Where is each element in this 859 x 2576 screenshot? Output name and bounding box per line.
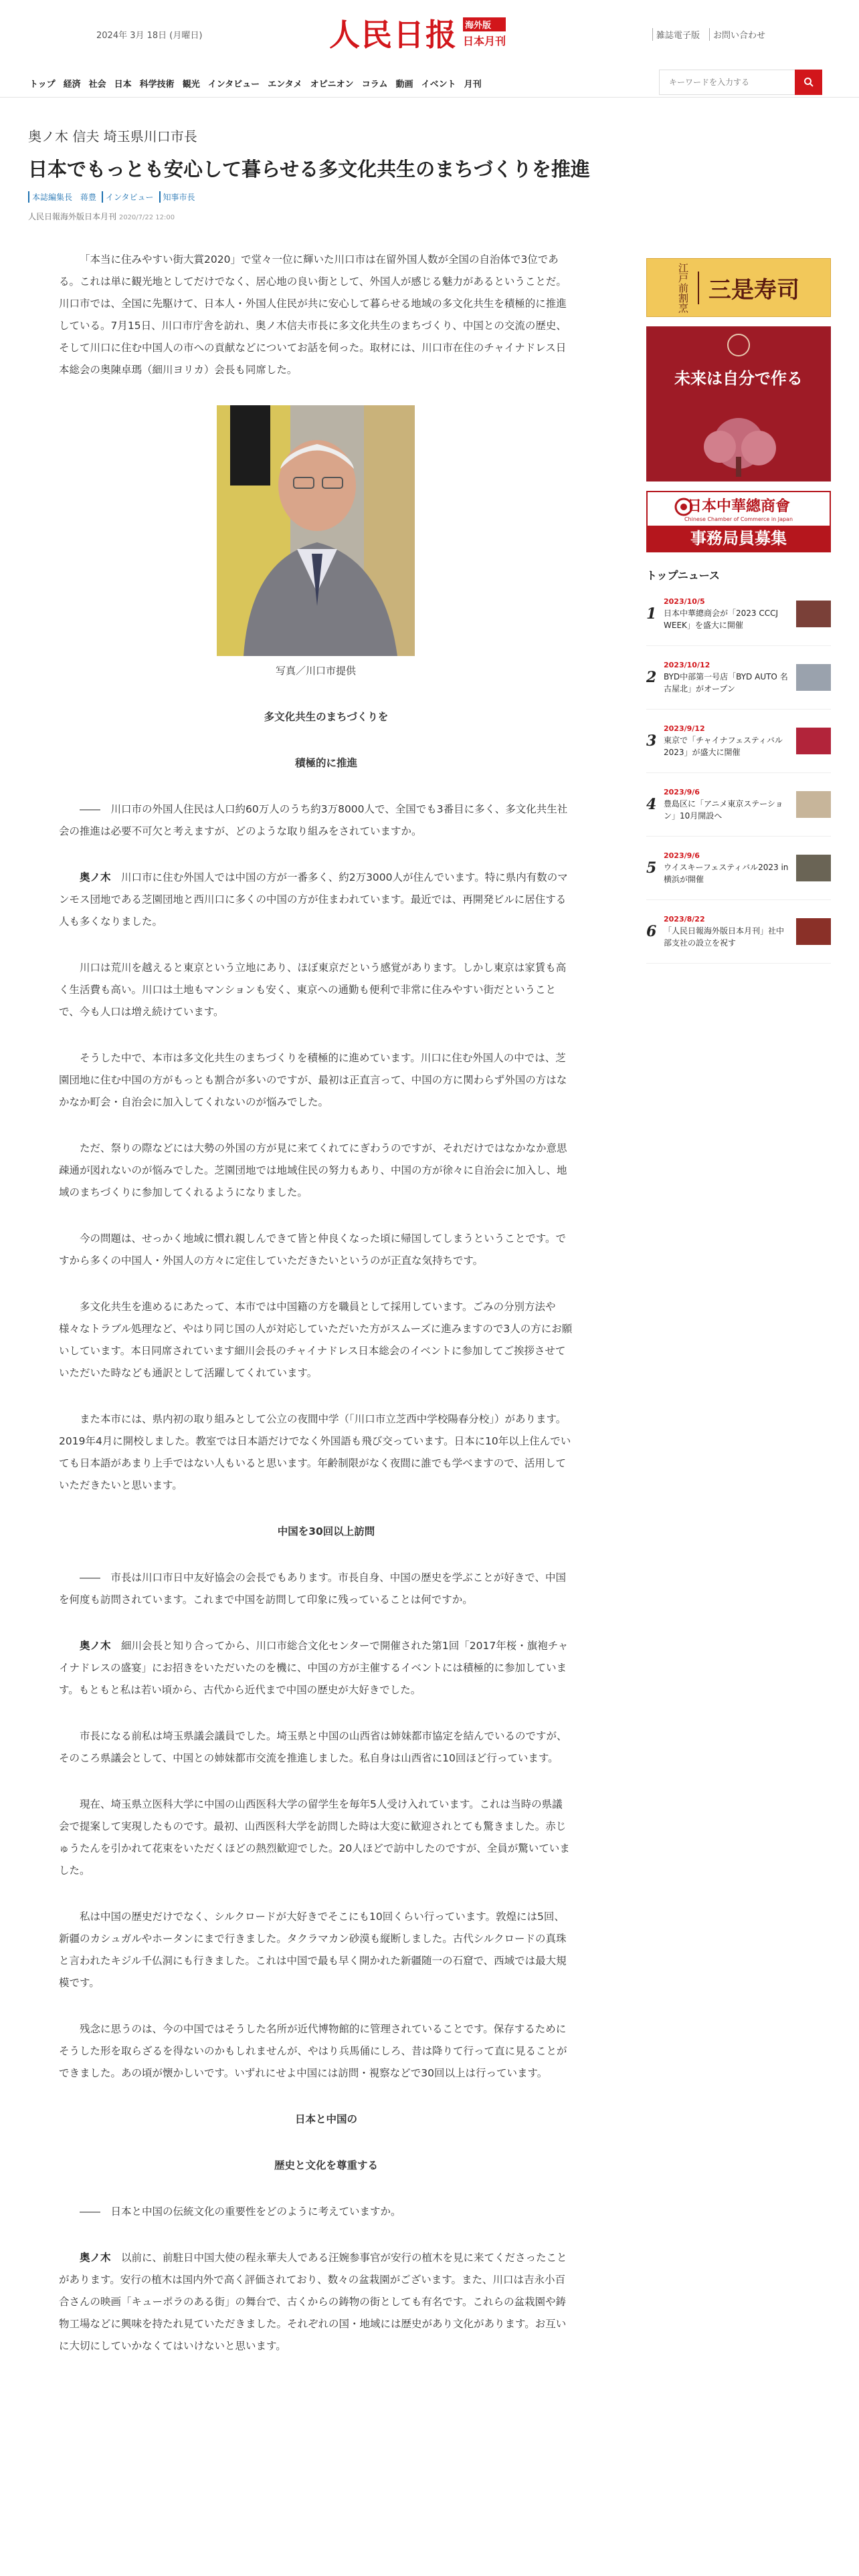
article-paragraph: 市長になる前私は埼玉県議会議員でした。埼玉県と中国の山西省は姉妹都市協定を結んでいるのですが、そのころ県議会として、中国との姉妹都市交流を推進しました。私自身は山西省に10回ほど行っています。 [59,1730,567,1764]
news-item[interactable] [646,773,831,837]
nav-item-opinion[interactable]: オピニオン [310,80,354,90]
sidebar [646,258,831,964]
article-source: 人民日報海外版日本月刊 [28,212,117,221]
article-meta [28,211,831,222]
news-item[interactable] [646,646,831,710]
nav-item-top[interactable]: トップ [29,80,56,90]
section-heading: 多文化共生のまちづくりを [264,711,389,723]
article-paragraph: 現在、埼玉県立医科大学に中国の山西医科大学の留学生を毎年5人受け入れています。これは当時の県議会で提案して実現したものです。最初、山西医科大学を訪問した時は大変に歓迎されとても驚きました。赤じゅうたんを引かれて花束をいただくほどの熱烈歓迎でした。20人ほどで訪中したのですが、全員が驚いていました。 [59,1798,570,1876]
search-icon [803,77,814,88]
article-kicker: 奥ノ木 信夫 埼玉県川口市長 [28,128,197,144]
news-title: ウイスキーフェスティバル2023 in 横浜が開催 [664,862,789,884]
article-paragraph: そうした中で、本市は多文化共生のまちづくりを積極的に進めています。川口に住む外国人の中では、芝園団地に住む中国の方がもっとも割合が多いのですが、最初は正直言って、中国の方に関わらず外国の方はなかなか町会・自治会に加入してくれないのが悩みでした。 [59,1052,567,1108]
ad-future-text: 未来は自分で作る [674,368,803,388]
site-logo[interactable] [329,11,506,55]
article-paragraph: 残念に思うのは、今の中国ではそうした名所が近代博物館的に管理されていることです。保存するためにそうした形を取らざるを得ないのかもしれませんが、やはり兵馬俑にしろ、昔は降りて行って直に見ることができました。あの頃が懐かしいです。いずれにせよ中国には訪問・視察などで30回以上は行っています。 [59,2023,567,2079]
interview-answer [59,2247,573,2357]
ad-sushi-tagline: 江戸前割烹 [677,262,689,313]
news-rank: 6 [646,923,657,940]
news-rank: 5 [646,859,657,877]
link-digital-edition[interactable]: 雑誌電子版 [652,28,700,41]
news-title: BYD中部第一号店「BYD AUTO 名古屋北」がオープン [664,671,788,693]
nav-item-video[interactable]: 動画 [395,80,413,90]
answer-text: 川口市に住む外国人では中国の方が一番多く、約2万3000人が住んでいます。特に県内有数のマンモス団地である芝園団地と西川口に多くの中国の方が住まわれています。最近では、再開発ビルに居住する人も多くなりました。 [59,871,568,928]
ad-recruit-banner[interactable] [646,491,831,552]
news-thumbnail [796,728,831,754]
top-bar [0,0,859,67]
article-paragraph: また本市には、県内初の取り組みとして公立の夜間中学（「川口市立芝西中学校陽春分校」）があります。2019年4月に開校しました。教室では日本語だけでなく外国語も飛び交っています。日本に10年以上住んでいても日本語があまり上手ではない人もいると思います。年齢制限がなく夜間に誰でも学べますので、活用していただきたいと思います。 [59,1413,571,1491]
news-date: 2023/9/6 [664,787,700,796]
mayor-photo-illustration [217,405,415,656]
logo-sub-label: 日本月刊 [463,35,506,47]
nav-item-science[interactable]: 科学技術 [139,80,175,90]
interview-question: ―― 市長は川口市日中友好協会の会長でもあります。市長自身、中国の歴史を学ぶことが好きで、中国を何度も訪問されています。これまで中国を訪問して印象に残っていることは何ですか。 [59,1572,566,1606]
section-heading: 日本と中国の [294,2113,357,2125]
news-thumbnail [796,791,831,818]
news-title: 東京で「チャイナフェスティバル2023」が盛大に開催 [664,735,783,757]
article-paragraph: 今の問題は、せっかく地域に慣れ親しんできて皆と仲良くなった頃に帰国してしまうということです。ですから多くの中国人・外国人の方々に定住していただきたいというのが正直な気持ちです。 [59,1232,566,1267]
news-date: 2023/9/6 [664,851,700,860]
news-thumbnail [796,855,831,881]
section-heading: 積極的に推進 [294,757,357,769]
search-button[interactable] [795,70,822,95]
nav-item-japan[interactable]: 日本 [114,80,132,90]
nav-item-monthly[interactable]: 月刊 [464,80,482,90]
logo-main-text: 人民日报 [329,17,458,53]
article-paragraph: 川口は荒川を越えると東京という立地にあり、ほぼ東京だという感覚があります。しかし東京は家賃も高く生活費も高い。川口は土地もマンションも安く、東京への通勤も便利で非常に住みやすい街だということで、今も人口は増え続けています。 [59,962,567,1018]
news-title: 豊島区に「アニメ東京ステーション」10月開設へ [664,798,783,821]
article-body [59,249,573,2381]
news-date: 2023/8/22 [664,914,705,924]
nav-item-entertainment[interactable]: エンタメ [268,80,302,90]
nav-item-tourism[interactable]: 観光 [182,80,200,90]
current-date: 2024年 3月 18日 (月曜日) [96,31,203,41]
article-title: 日本でもっとも安心して暮らせる多文化共生のまちづくりを推進 [28,158,590,181]
tag-governor-mayor[interactable]: 知事市長 [159,191,195,203]
article-paragraph: 「本当に住みやすい街大賞2020」で堂々一位に輝いた川口市は在留外国人数が全国の自治体で3位である。これは単に観光地としてだけでなく、居心地の良い街として、外国人が感じる魅力があるということだ。川口市では、全国に先駆けて、日本人・外国人住民が共に安心して暮らせる地域の多文化共生を積極的に推進している。7月15日、川口市庁舎を訪れ、奥ノ木信夫市長に多文化共生のまちづくり、中国との交流の歴史、そして川口に住む中国人の市への貢献などについてお話を伺った。取材には、川口市在住のチャイナドレス日本総会の奥陳卓瑪（細川ヨリカ）会長も同席した。 [59,253,567,376]
interview-question: ―― 日本と中国の伝統文化の重要性をどのように考えていますか。 [80,2206,401,2218]
answer-text: 以前に、前駐日中国大使の程永華夫人である汪婉参事官が安行の植木を見に来てくださったことがあります。安行の植木は国内外で高く評価されており、数々の盆栽園がございます。また、川口は吉永小百合さんの映画「キューポラのある街」の舞台で、古くからの鋳物の街としても有名です。これらの盆栽園や鋳物工場などに興味を持たれ見ていただきました。それぞれの国・地域には歴史があり文化があります。お互いに大切にしていかなくてはいけないと思います。 [59,2252,567,2352]
mayor-photo [217,405,415,656]
answer-text: 細川会長と知り合ってから、川口市総合文化センターで開催された第1回「2017年桜・旗袍チャイナドレスの盛宴」にお招きをいただいたのを機に、中国の方が主催するイベントには積極的に参加しています。もともと私は若い頃から、古代から近代まで中国の歴史が大好きでした。 [59,1640,569,1696]
nav-item-event[interactable]: イベント [421,80,456,90]
ad-sushi-banner[interactable] [646,258,831,317]
interview-question: ―― 川口市の外国人住民は人口約60万人のうち約3万8000人で、全国でも3番目に多く、多文化共生社会の推進は必要不可欠と考えますが、どのような取り組みをされていますか。 [59,803,568,837]
nav-item-economy[interactable]: 経済 [63,80,81,90]
ad-future-illustration [646,326,831,481]
article-time: 2020/7/22 12:00 [118,214,175,221]
interview-answer [59,1635,573,1701]
news-rank: 2 [646,669,657,686]
section-heading: 歴史と文化を尊重する [274,2159,378,2171]
ad-recruit-org: 日本中華總商會 [686,498,790,515]
news-rank: 4 [646,796,657,813]
logo-badge-label: 海外版 [463,17,506,31]
tag-interview[interactable]: インタビュー [102,191,154,203]
top-links [652,28,765,41]
news-item[interactable] [646,582,831,646]
news-title: 日本中華總商会が「2023 CCCJ WEEK」を盛大に開催 [664,608,779,630]
news-thumbnail [796,664,831,691]
link-contact[interactable]: お問い合わせ [709,28,765,41]
news-thumbnail [796,601,831,627]
logo-badge [463,17,506,48]
news-title: 「人民日報海外版日本月刊」社中部支社の設立を祝す [664,926,785,948]
article-paragraph: ただ、祭りの際などには大勢の外国の方が見に来てくれてにぎわうのですが、それだけではなかなか意思疎通が図れないのが悩みでした。芝園団地では地域住民の努力もあり、中国の方が徐々に自治会に加入し、地域のまちづくりに参加してくれるようになりました。 [59,1142,567,1198]
article-paragraph: 多文化共生を進めるにあたって、本市では中国籍の方を職員として採用しています。ごみの分別方法や様々なトラブル処理など、やはり同じ国の人が対応していただいた方がスムーズに進みますので3人の方にお願いしています。本日同席されています細川会長のチャイナドレス日本総会のイベントに参加してご挨拶させていただいた時なども通訳として活躍してくれています。 [59,1301,573,1379]
ad-recruit-org-en: Chinese Chamber of Commerce in Japan [684,516,793,522]
article-tags [28,191,831,203]
speaker-name: 奥ノ木 [80,1640,111,1652]
article-paragraph: 私は中国の歴史だけでなく、シルクロードが大好きでそこにも10回くらい行っています。敦煌には5回、新疆のカシュガルやホータンにまで行きました。タクラマカン砂漠も縦断しました。古代シルクロードの真珠と言われたキジル千仏洞にも行きました。これは中国で最も早く開かれた新疆随一の石窟で、西域では最大規模です。 [59,1911,567,1989]
photo-caption: 写真／川口市提供 [275,665,356,677]
news-item[interactable] [646,710,831,773]
ad-future-banner[interactable] [646,326,831,481]
ad-sushi-name: 三是寿司 [698,272,799,304]
top-news-heading: トップニュース [646,569,720,582]
speaker-name: 奥ノ木 [80,871,111,883]
nav-item-society[interactable]: 社会 [88,80,106,90]
article-header [28,126,831,222]
nav-item-interview[interactable]: インタビュー [207,80,260,90]
news-item[interactable] [646,837,831,900]
news-date: 2023/10/12 [664,660,710,669]
ad-recruit-label: 事務局員募集 [648,526,830,551]
news-rank: 3 [646,732,657,750]
tag-editor[interactable]: 本誌編集長 蒋豊 [28,191,96,203]
interview-answer [59,867,573,933]
search-box [659,70,822,95]
news-item[interactable] [646,900,831,964]
news-date: 2023/9/12 [664,724,705,733]
news-date: 2023/10/5 [664,597,705,606]
section-heading: 中国を30回以上訪問 [277,1525,375,1537]
news-rank: 1 [646,605,657,623]
news-thumbnail [796,918,831,945]
speaker-name: 奥ノ木 [80,2252,111,2264]
nav-item-column[interactable]: コラム [361,80,388,90]
search-input[interactable] [659,70,795,95]
